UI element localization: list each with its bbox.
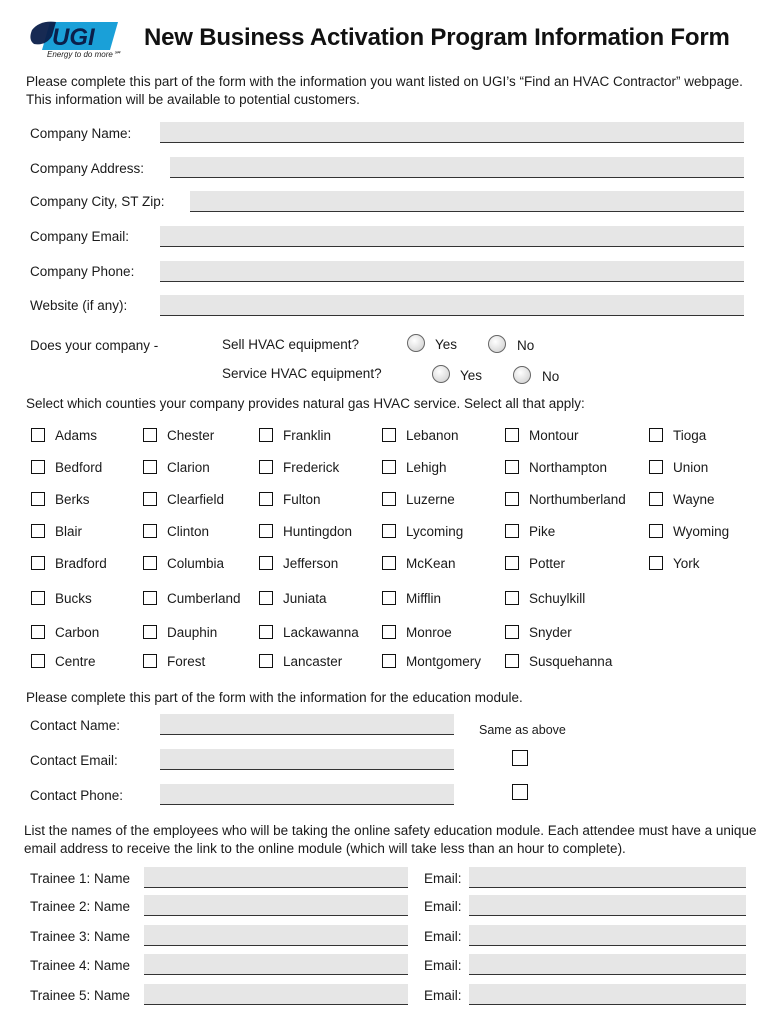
county-tioga-label: Tioga bbox=[673, 428, 707, 443]
county-carbon-label: Carbon bbox=[55, 625, 100, 640]
county-mifflin-checkbox[interactable] bbox=[382, 591, 396, 605]
county-columbia-checkbox[interactable] bbox=[143, 556, 157, 570]
county-fulton-label: Fulton bbox=[283, 492, 321, 507]
trainee-3-email-field[interactable] bbox=[469, 925, 746, 946]
county-cumberland-checkbox[interactable] bbox=[143, 591, 157, 605]
county-bradford-label: Bradford bbox=[55, 556, 107, 571]
county-huntingdon-label: Huntingdon bbox=[283, 524, 353, 539]
logo-tagline: Energy to do more℠ bbox=[47, 50, 121, 59]
county-clarion-label: Clarion bbox=[167, 460, 210, 475]
county-bradford-checkbox[interactable] bbox=[31, 556, 45, 570]
county-tioga-checkbox[interactable] bbox=[649, 428, 663, 442]
service-no-radio[interactable] bbox=[513, 366, 531, 384]
county-dauphin-checkbox[interactable] bbox=[143, 625, 157, 639]
county-lackawanna-checkbox[interactable] bbox=[259, 625, 273, 639]
trainee-1-name-label: Trainee 1: Name bbox=[30, 871, 131, 886]
county-union-label: Union bbox=[673, 460, 709, 475]
county-montgomery-checkbox[interactable] bbox=[382, 654, 396, 668]
county-lehigh-checkbox[interactable] bbox=[382, 460, 396, 474]
county-northampton-label: Northampton bbox=[529, 460, 608, 475]
trainee-4-email-label: Email: bbox=[424, 958, 462, 973]
county-mifflin-label: Mifflin bbox=[406, 591, 442, 606]
trainee-1-email-label: Email: bbox=[424, 871, 462, 886]
county-potter-checkbox[interactable] bbox=[505, 556, 519, 570]
county-monroe-checkbox[interactable] bbox=[382, 625, 396, 639]
trainee-5-email-label: Email: bbox=[424, 988, 462, 1003]
trainee-5-name-field[interactable] bbox=[144, 984, 408, 1005]
contact-phone-field[interactable] bbox=[160, 784, 454, 805]
sell-hvac-label: Sell HVAC equipment? bbox=[222, 337, 360, 352]
county-mckean-checkbox[interactable] bbox=[382, 556, 396, 570]
county-lebanon-label: Lebanon bbox=[406, 428, 459, 443]
county-northampton-checkbox[interactable] bbox=[505, 460, 519, 474]
county-chester-checkbox[interactable] bbox=[143, 428, 157, 442]
service-yes-label: Yes bbox=[460, 368, 483, 383]
county-lackawanna-label: Lackawanna bbox=[283, 625, 359, 640]
company-phone-field[interactable] bbox=[160, 261, 744, 282]
county-bucks-checkbox[interactable] bbox=[31, 591, 45, 605]
county-frederick-label: Frederick bbox=[283, 460, 340, 475]
county-juniata-checkbox[interactable] bbox=[259, 591, 273, 605]
county-centre-label: Centre bbox=[55, 654, 96, 669]
service-hvac-label: Service HVAC equipment? bbox=[222, 366, 382, 381]
logo-text: UGI bbox=[52, 24, 95, 51]
trainee-2-name-field[interactable] bbox=[144, 895, 408, 916]
trainee-4-name-label: Trainee 4: Name bbox=[30, 958, 131, 973]
trainee-1-email-field[interactable] bbox=[469, 867, 746, 888]
trainee-3-email-label: Email: bbox=[424, 929, 462, 944]
company-name-label: Company Name: bbox=[30, 126, 132, 141]
county-york-checkbox[interactable] bbox=[649, 556, 663, 570]
trainee-3-name-label: Trainee 3: Name bbox=[30, 929, 131, 944]
trainee-1-name-field[interactable] bbox=[144, 867, 408, 888]
county-cumberland-label: Cumberland bbox=[167, 591, 241, 606]
county-lycoming-checkbox[interactable] bbox=[382, 524, 396, 538]
county-snyder-label: Snyder bbox=[529, 625, 572, 640]
does-company-label: Does your company - bbox=[30, 338, 159, 353]
same-as-above-label: Same as above bbox=[479, 723, 566, 737]
service-yes-radio[interactable] bbox=[432, 365, 450, 383]
county-franklin-label: Franklin bbox=[283, 428, 332, 443]
county-luzerne-checkbox[interactable] bbox=[382, 492, 396, 506]
county-potter-label: Potter bbox=[529, 556, 566, 571]
county-lancaster-label: Lancaster bbox=[283, 654, 343, 669]
county-bedford-label: Bedford bbox=[55, 460, 103, 475]
county-clinton-label: Clinton bbox=[167, 524, 210, 539]
county-berks-checkbox[interactable] bbox=[31, 492, 45, 506]
county-luzerne-label: Luzerne bbox=[406, 492, 455, 507]
county-juniata-label: Juniata bbox=[283, 591, 327, 606]
trainee-2-email-label: Email: bbox=[424, 899, 462, 914]
trainee-2-email-field[interactable] bbox=[469, 895, 746, 916]
intro-text: Please complete this part of the form with the information you want listed on UGI’s “Find an HVAC Contractor” webpage. This information will be available to potential customers. bbox=[26, 74, 743, 107]
counties-prompt: Select which counties your company provides natural gas HVAC service. Select all that apply: bbox=[26, 396, 585, 411]
website-field[interactable] bbox=[160, 295, 744, 316]
company-address-label: Company Address: bbox=[30, 161, 145, 176]
county-montour-label: Montour bbox=[529, 428, 579, 443]
county-bucks-label: Bucks bbox=[55, 591, 92, 606]
county-union-checkbox[interactable] bbox=[649, 460, 663, 474]
company-email-label: Company Email: bbox=[30, 229, 130, 244]
county-lehigh-label: Lehigh bbox=[406, 460, 447, 475]
trainee-5-email-field[interactable] bbox=[469, 984, 746, 1005]
same-email-checkbox[interactable] bbox=[512, 750, 528, 766]
county-wyoming-label: Wyoming bbox=[673, 524, 730, 539]
county-montour-checkbox[interactable] bbox=[505, 428, 519, 442]
county-bedford-checkbox[interactable] bbox=[31, 460, 45, 474]
contact-email-label: Contact Email: bbox=[30, 753, 118, 768]
county-northumberland-checkbox[interactable] bbox=[505, 492, 519, 506]
county-blair-checkbox[interactable] bbox=[31, 524, 45, 538]
county-clearfield-checkbox[interactable] bbox=[143, 492, 157, 506]
county-montgomery-label: Montgomery bbox=[406, 654, 482, 669]
county-columbia-label: Columbia bbox=[167, 556, 225, 571]
county-wyoming-checkbox[interactable] bbox=[649, 524, 663, 538]
county-schuylkill-checkbox[interactable] bbox=[505, 591, 519, 605]
website-label: Website (if any): bbox=[30, 298, 128, 313]
county-lycoming-label: Lycoming bbox=[406, 524, 464, 539]
county-jefferson-checkbox[interactable] bbox=[259, 556, 273, 570]
county-jefferson-label: Jefferson bbox=[283, 556, 339, 571]
county-clearfield-label: Clearfield bbox=[167, 492, 225, 507]
service-no-label: No bbox=[542, 369, 560, 384]
company-phone-label: Company Phone: bbox=[30, 264, 135, 279]
company-name-field[interactable] bbox=[160, 122, 744, 143]
trainee-4-email-field[interactable] bbox=[469, 954, 746, 975]
company-address-field[interactable] bbox=[170, 157, 744, 178]
county-adams-checkbox[interactable] bbox=[31, 428, 45, 442]
county-susquehanna-label: Susquehanna bbox=[529, 654, 613, 669]
county-centre-checkbox[interactable] bbox=[31, 654, 45, 668]
contact-name-label: Contact Name: bbox=[30, 718, 121, 733]
county-blair-label: Blair bbox=[55, 524, 83, 539]
county-forest-label: Forest bbox=[167, 654, 206, 669]
county-carbon-checkbox[interactable] bbox=[31, 625, 45, 639]
county-pike-label: Pike bbox=[529, 524, 556, 539]
education-prompt: Please complete this part of the form with the information for the education module. bbox=[26, 690, 523, 705]
county-frederick-checkbox[interactable] bbox=[259, 460, 273, 474]
county-adams-label: Adams bbox=[55, 428, 98, 443]
form-title: New Business Activation Program Information Form bbox=[144, 24, 730, 51]
trainee-3-name-field[interactable] bbox=[144, 925, 408, 946]
county-berks-label: Berks bbox=[55, 492, 90, 507]
county-fulton-checkbox[interactable] bbox=[259, 492, 273, 506]
county-pike-checkbox[interactable] bbox=[505, 524, 519, 538]
county-york-label: York bbox=[673, 556, 700, 571]
county-chester-label: Chester bbox=[167, 428, 215, 443]
county-lancaster-checkbox[interactable] bbox=[259, 654, 273, 668]
county-franklin-checkbox[interactable] bbox=[259, 428, 273, 442]
county-monroe-label: Monroe bbox=[406, 625, 452, 640]
county-schuylkill-label: Schuylkill bbox=[529, 591, 586, 606]
county-wayne-checkbox[interactable] bbox=[649, 492, 663, 506]
county-clinton-checkbox[interactable] bbox=[143, 524, 157, 538]
county-northumberland-label: Northumberland bbox=[529, 492, 626, 507]
trainee-2-name-label: Trainee 2: Name bbox=[30, 899, 131, 914]
company-city-field[interactable] bbox=[190, 191, 744, 212]
company-city-label: Company City, ST Zip: bbox=[30, 194, 165, 209]
county-huntingdon-checkbox[interactable] bbox=[259, 524, 273, 538]
sell-no-radio[interactable] bbox=[488, 335, 506, 353]
sell-yes-radio[interactable] bbox=[407, 334, 425, 352]
sell-yes-label: Yes bbox=[435, 337, 458, 352]
sell-no-label: No bbox=[517, 338, 535, 353]
contact-name-field[interactable] bbox=[160, 714, 454, 735]
county-clarion-checkbox[interactable] bbox=[143, 460, 157, 474]
contact-phone-label: Contact Phone: bbox=[30, 788, 124, 803]
trainee-prompt: List the names of the employees who will be taking the online safety education module. Each attendee must have a unique email address to receive the link to the online module (which will take less than an hour to complete). bbox=[24, 823, 757, 856]
company-email-field[interactable] bbox=[160, 226, 744, 247]
contact-email-field[interactable] bbox=[160, 749, 454, 770]
county-dauphin-label: Dauphin bbox=[167, 625, 218, 640]
same-phone-checkbox[interactable] bbox=[512, 784, 528, 800]
county-mckean-label: McKean bbox=[406, 556, 456, 571]
county-forest-checkbox[interactable] bbox=[143, 654, 157, 668]
county-lebanon-checkbox[interactable] bbox=[382, 428, 396, 442]
county-wayne-label: Wayne bbox=[673, 492, 715, 507]
county-snyder-checkbox[interactable] bbox=[505, 625, 519, 639]
county-susquehanna-checkbox[interactable] bbox=[505, 654, 519, 668]
trainee-4-name-field[interactable] bbox=[144, 954, 408, 975]
trainee-5-name-label: Trainee 5: Name bbox=[30, 988, 131, 1003]
